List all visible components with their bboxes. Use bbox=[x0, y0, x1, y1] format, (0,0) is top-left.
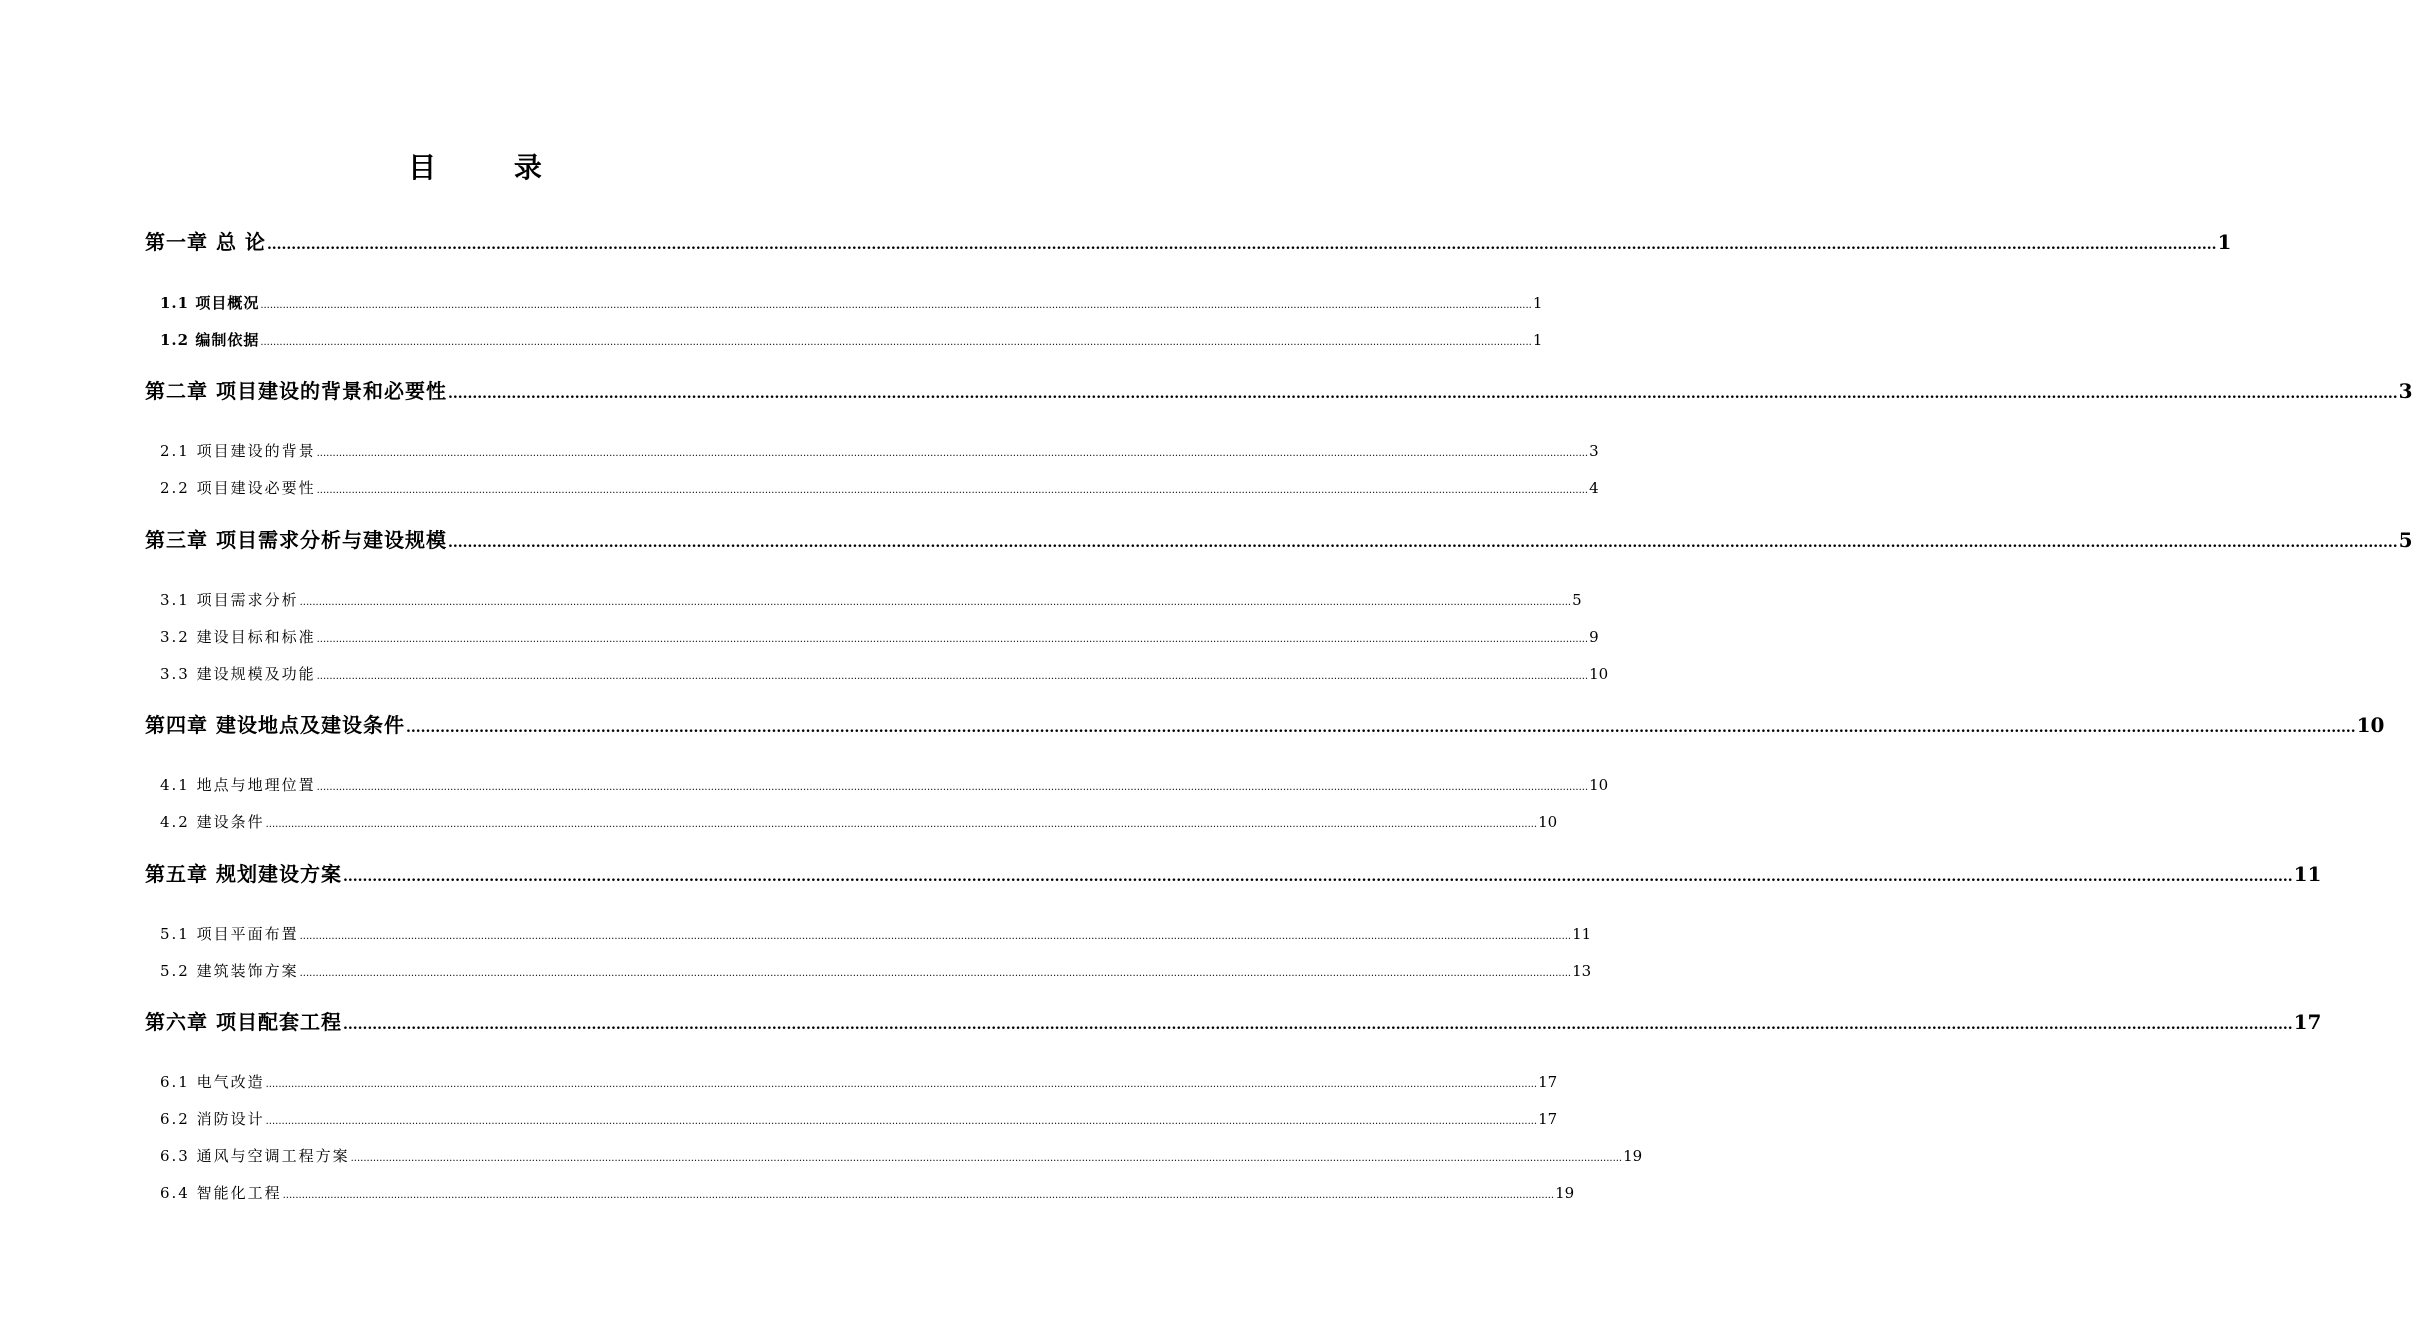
toc-page-number: 1 bbox=[1532, 331, 1543, 349]
toc-page-number: 10 bbox=[1538, 813, 1558, 831]
toc-leader-dots: ................................................................................................................................................................................................................................................................................................................................................................................................................ bbox=[265, 1079, 1538, 1090]
toc-section-entry[interactable] bbox=[160, 774, 1609, 795]
toc-leader-dots: ................................................................................................................................................................................................................................................................................................................................................................................................................ bbox=[342, 869, 2293, 885]
toc-page-number: 1 bbox=[1532, 294, 1543, 312]
toc-entry-label: 第四章 建设地点及建设条件 bbox=[145, 713, 405, 737]
toc-leader-dots: ................................................................................................................................................................................................................................................................................................................................................................................................................ bbox=[447, 535, 2398, 551]
toc-entry-label: 6.1 电气改造 bbox=[160, 1073, 265, 1091]
toc-chapter-entry[interactable] bbox=[145, 375, 2413, 404]
toc-entry-label: 6.4 智能化工程 bbox=[160, 1184, 282, 1202]
toc-chapter-entry[interactable] bbox=[145, 524, 2413, 553]
toc-leader-dots: ................................................................................................................................................................................................................................................................................................................................................................................................................ bbox=[299, 968, 1572, 979]
toc-section-entry[interactable] bbox=[160, 292, 1543, 313]
toc-entry-label: 6.3 通风与空调工程方案 bbox=[160, 1147, 350, 1165]
toc-page-number: 11 bbox=[1572, 925, 1592, 943]
toc-leader-dots: ................................................................................................................................................................................................................................................................................................................................................................................................................ bbox=[316, 782, 1589, 793]
toc-chapter-entry[interactable] bbox=[145, 709, 2385, 738]
toc-leader-dots: ................................................................................................................................................................................................................................................................................................................................................................................................................ bbox=[447, 386, 2398, 402]
toc-leader-dots: ................................................................................................................................................................................................................................................................................................................................................................................................................ bbox=[405, 720, 2356, 736]
toc-section-entry[interactable] bbox=[160, 1182, 1575, 1203]
toc-entry-label: 第二章 项目建设的背景和必要性 bbox=[145, 379, 447, 403]
toc-entry-label: 1.2 编制依据 bbox=[160, 331, 260, 349]
toc-section-entry[interactable] bbox=[160, 923, 1592, 944]
toc-entry-label: 1.1 项目概况 bbox=[160, 294, 260, 312]
toc-entry-label: 3.2 建设目标和标准 bbox=[160, 628, 316, 646]
toc-leader-dots: ................................................................................................................................................................................................................................................................................................................................................................................................................ bbox=[260, 300, 1532, 311]
toc-page-number: 10 bbox=[2356, 713, 2385, 737]
toc-leader-dots: ................................................................................................................................................................................................................................................................................................................................................................................................................ bbox=[316, 448, 1589, 459]
toc-chapter-entry[interactable] bbox=[145, 226, 2232, 255]
toc-entry-label: 2.1 项目建设的背景 bbox=[160, 442, 316, 460]
toc-leader-dots: ................................................................................................................................................................................................................................................................................................................................................................................................................ bbox=[265, 819, 1538, 830]
toc-page-number: 10 bbox=[1589, 665, 1609, 683]
toc-leader-dots: ................................................................................................................................................................................................................................................................................................................................................................................................................ bbox=[265, 1116, 1538, 1127]
toc-leader-dots: ................................................................................................................................................................................................................................................................................................................................................................................................................ bbox=[282, 1190, 1555, 1201]
toc-section-entry[interactable] bbox=[160, 329, 1543, 350]
toc-section-entry[interactable] bbox=[160, 589, 1582, 610]
toc-chapter-entry[interactable] bbox=[145, 1006, 2322, 1035]
toc-page-number: 1 bbox=[2217, 230, 2232, 254]
toc-section-entry[interactable] bbox=[160, 811, 1558, 832]
toc-page-number: 17 bbox=[1538, 1110, 1558, 1128]
toc-entry-label: 第三章 项目需求分析与建设规模 bbox=[145, 528, 447, 552]
toc-chapter-entry[interactable] bbox=[145, 858, 2322, 887]
toc-entry-label: 第五章 规划建设方案 bbox=[145, 862, 342, 886]
toc-page-number: 4 bbox=[1589, 479, 1599, 497]
toc-page-number: 5 bbox=[2398, 528, 2413, 552]
toc-section-entry[interactable] bbox=[160, 1145, 1643, 1166]
toc-page-number: 19 bbox=[1555, 1184, 1575, 1202]
toc-entry-label: 6.2 消防设计 bbox=[160, 1110, 265, 1128]
toc-leader-dots: ................................................................................................................................................................................................................................................................................................................................................................................................................ bbox=[316, 634, 1589, 645]
toc-section-entry[interactable] bbox=[160, 626, 1599, 647]
toc-leader-dots: ................................................................................................................................................................................................................................................................................................................................................................................................................ bbox=[299, 931, 1572, 942]
toc-leader-dots: ................................................................................................................................................................................................................................................................................................................................................................................................................ bbox=[350, 1153, 1623, 1164]
toc-entry-label: 2.2 项目建设必要性 bbox=[160, 479, 316, 497]
toc-section-entry[interactable] bbox=[160, 1071, 1558, 1092]
toc-page-number: 19 bbox=[1623, 1147, 1643, 1165]
toc-leader-dots: ................................................................................................................................................................................................................................................................................................................................................................................................................ bbox=[266, 237, 2217, 253]
toc-entry-label: 5.2 建筑装饰方案 bbox=[160, 962, 299, 980]
toc-page-number: 3 bbox=[1589, 442, 1599, 460]
toc-page-number: 10 bbox=[1589, 776, 1609, 794]
toc-entry-label: 4.2 建设条件 bbox=[160, 813, 265, 831]
toc-page-number: 13 bbox=[1572, 962, 1592, 980]
toc-entry-label: 第六章 项目配套工程 bbox=[145, 1010, 342, 1034]
toc-section-entry[interactable] bbox=[160, 663, 1609, 684]
toc-section-entry[interactable] bbox=[160, 960, 1592, 981]
toc-entry-label: 5.1 项目平面布置 bbox=[160, 925, 299, 943]
toc-section-entry[interactable] bbox=[160, 477, 1599, 498]
toc-leader-dots: ................................................................................................................................................................................................................................................................................................................................................................................................................ bbox=[342, 1017, 2293, 1033]
toc-leader-dots: ................................................................................................................................................................................................................................................................................................................................................................................................................ bbox=[316, 671, 1589, 682]
toc-page-number: 5 bbox=[1572, 591, 1582, 609]
toc-title: 目 录 bbox=[408, 151, 576, 184]
toc-page-number: 3 bbox=[2398, 379, 2413, 403]
toc-page-number: 17 bbox=[2293, 1010, 2322, 1034]
toc-section-entry[interactable] bbox=[160, 440, 1599, 461]
toc-page-number: 11 bbox=[2293, 862, 2322, 886]
toc-entry-label: 3.1 项目需求分析 bbox=[160, 591, 299, 609]
toc-entry-label: 3.3 建设规模及功能 bbox=[160, 665, 316, 683]
toc-leader-dots: ................................................................................................................................................................................................................................................................................................................................................................................................................ bbox=[316, 485, 1589, 496]
toc-leader-dots: ................................................................................................................................................................................................................................................................................................................................................................................................................ bbox=[299, 597, 1572, 608]
toc-entry-label: 4.1 地点与地理位置 bbox=[160, 776, 316, 794]
toc-section-entry[interactable] bbox=[160, 1108, 1558, 1129]
toc-entry-label: 第一章 总 论 bbox=[145, 230, 266, 254]
toc-leader-dots: ................................................................................................................................................................................................................................................................................................................................................................................................................ bbox=[260, 337, 1532, 348]
toc-page-number: 9 bbox=[1589, 628, 1599, 646]
toc-page-number: 17 bbox=[1538, 1073, 1558, 1091]
